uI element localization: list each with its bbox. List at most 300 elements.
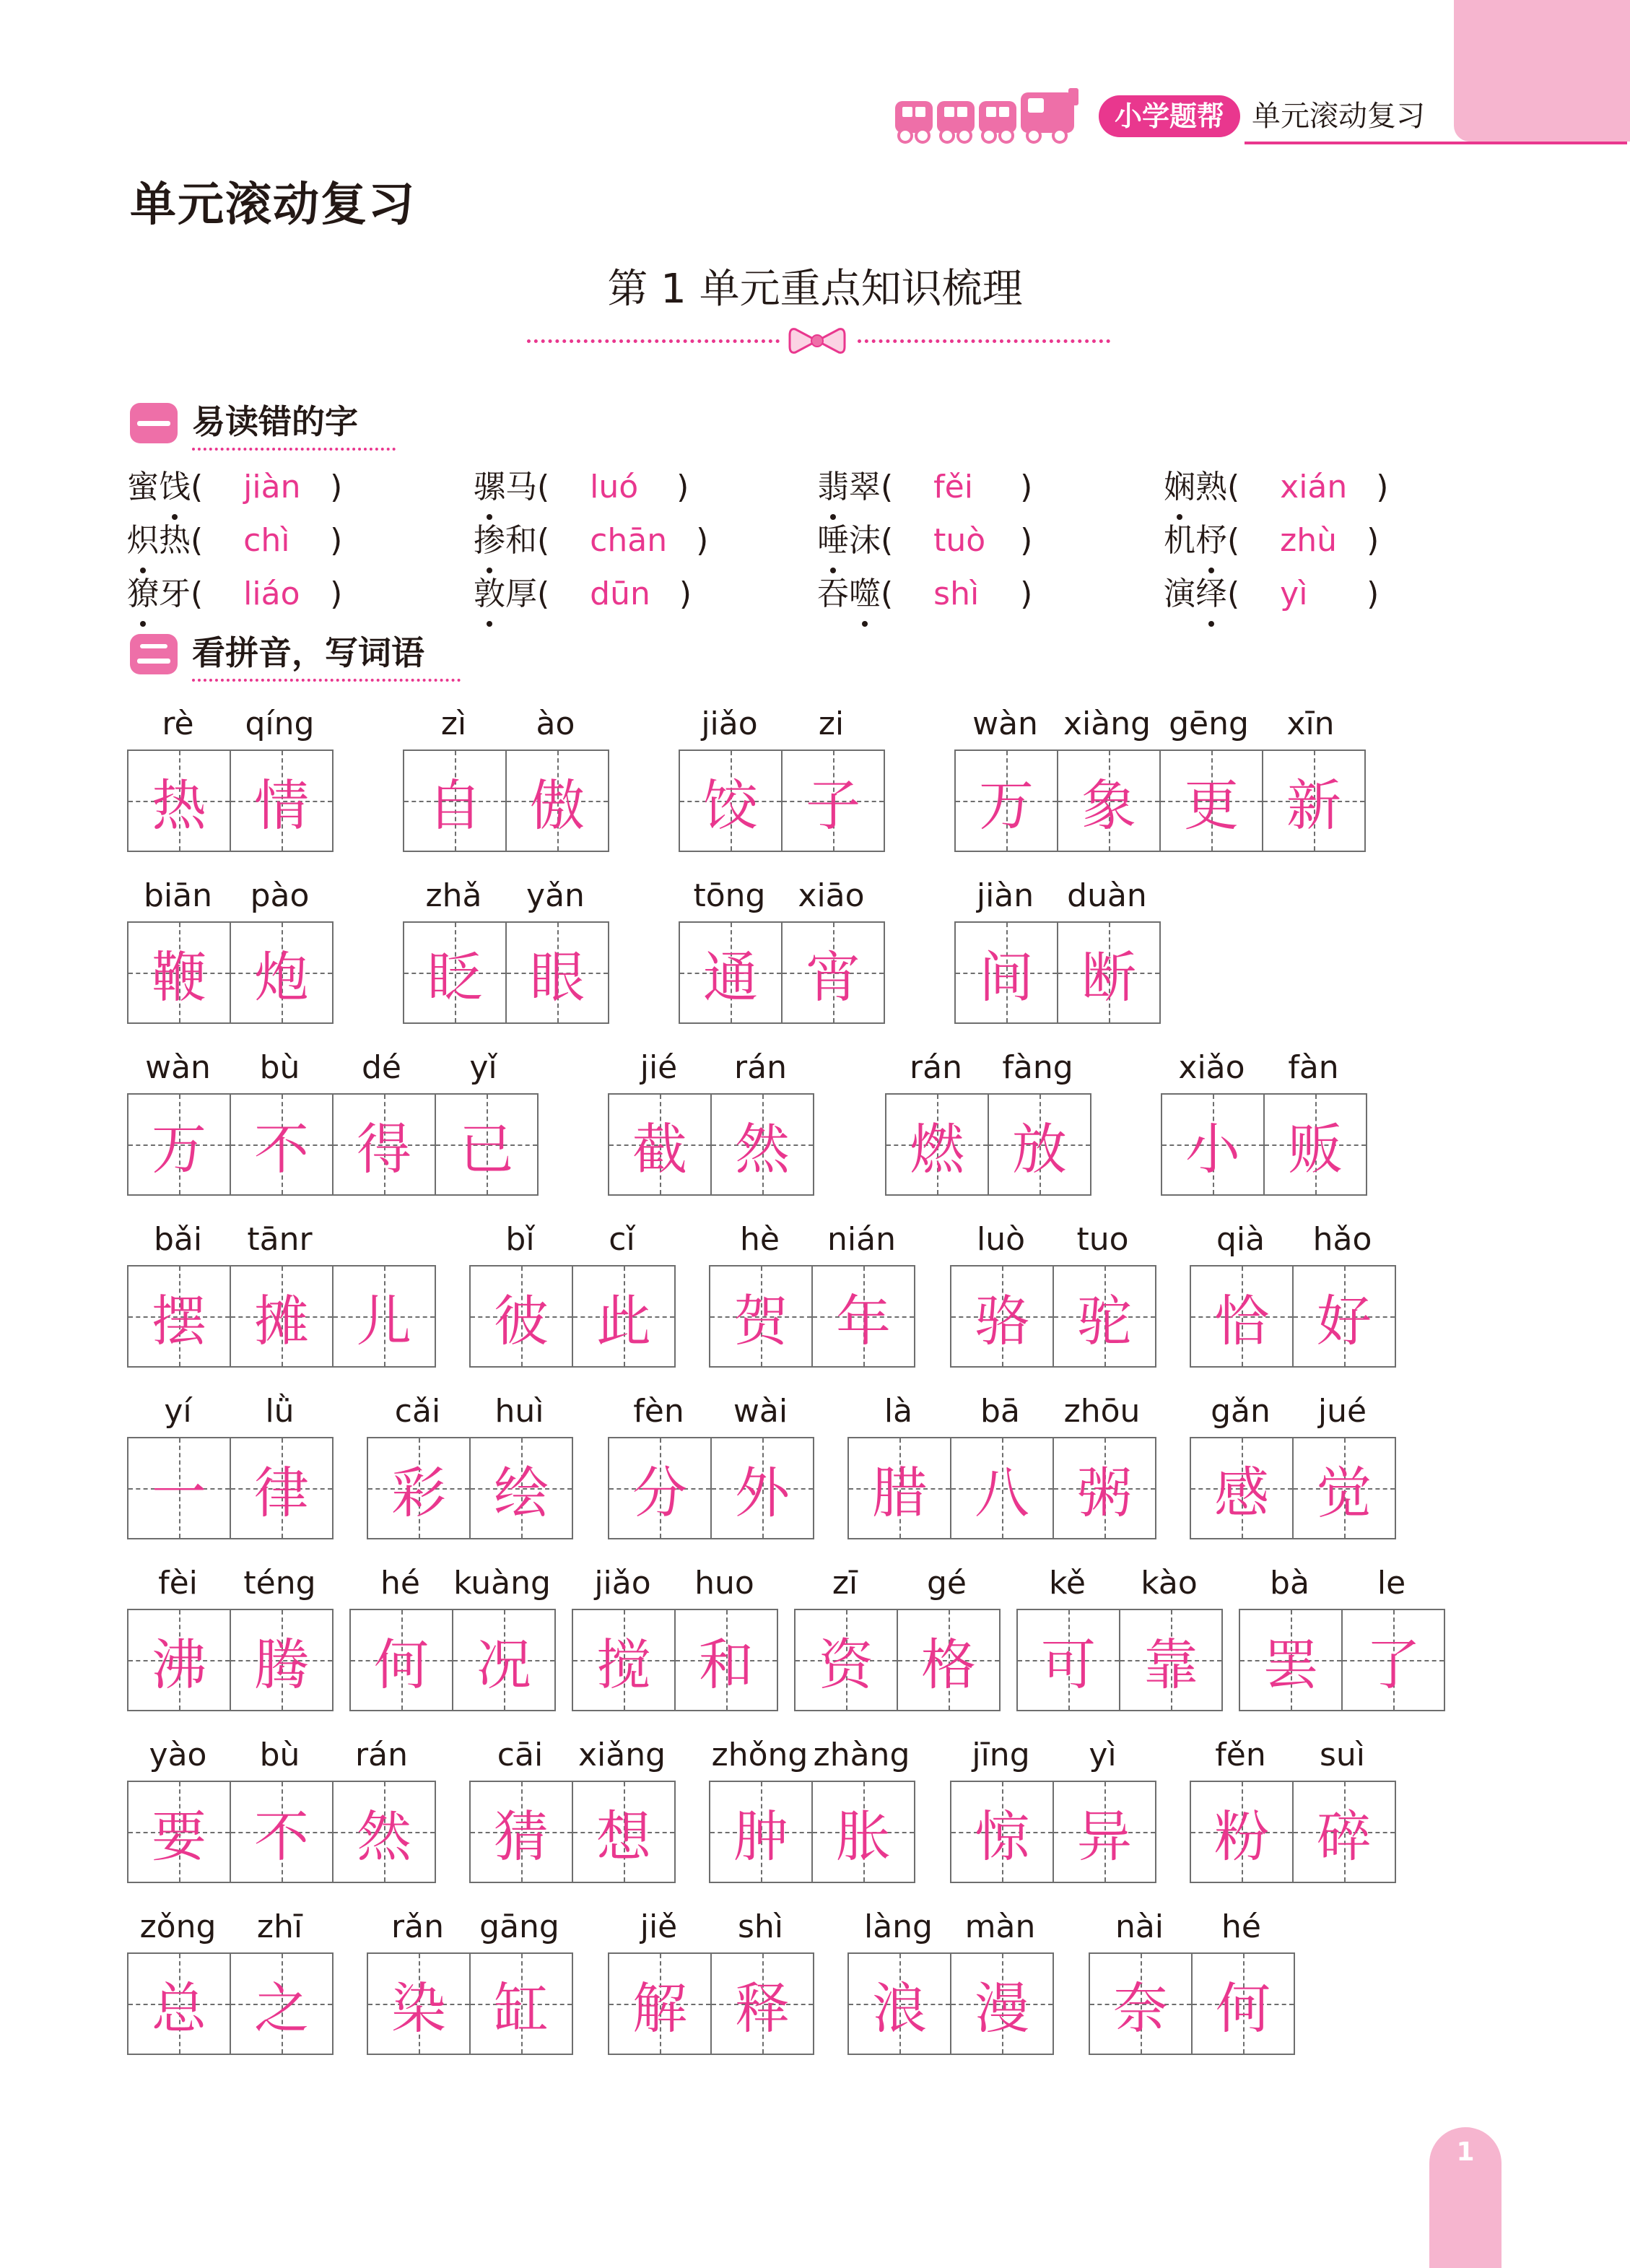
writing-box [950, 1438, 1052, 1538]
word-group [1190, 1386, 1396, 1539]
tian-zi-grid [127, 1609, 334, 1711]
pinyin: xiāo [798, 877, 865, 914]
writing-box [471, 1266, 572, 1366]
writing-box [230, 1266, 332, 1366]
answer-character: 资 [819, 1632, 873, 1697]
pinyin-row [127, 1730, 436, 1781]
writing-box [781, 923, 884, 1022]
word-group [885, 1043, 1091, 1196]
answer-character: 一 [152, 1460, 206, 1525]
answer-character: 眨 [427, 944, 482, 1009]
writing-box [404, 751, 505, 851]
pinyin: huo [694, 1565, 754, 1602]
pinyin: wàn [145, 1049, 211, 1086]
pinyin: rán [734, 1049, 787, 1086]
writing-box [1159, 751, 1262, 851]
pinyin-row [847, 1386, 1156, 1437]
answer-character: 猜 [494, 1804, 549, 1869]
vocab-item: 敦厚( dūn ) [474, 568, 692, 621]
vocab-word: 敦厚 [474, 575, 537, 612]
tian-zi-grid [608, 1952, 814, 2055]
tian-zi-grid [885, 1093, 1091, 1196]
writing-box [710, 1095, 813, 1194]
answer-character: 况 [476, 1632, 531, 1697]
word-group [469, 1730, 676, 1883]
word-group [1190, 1730, 1396, 1883]
answer-character: 释 [735, 1976, 790, 2041]
writing-box [886, 1095, 988, 1194]
vocab-word: 翡翠 [817, 469, 881, 505]
answer-character: 碎 [1317, 1804, 1372, 1869]
word-group [709, 1730, 915, 1883]
pinyin-row [847, 1902, 1054, 1952]
answer-character: 粉 [1214, 1804, 1269, 1869]
pinyin-row [367, 1386, 573, 1437]
answer-character: 傲 [530, 773, 585, 838]
writing-box [1341, 1610, 1444, 1710]
writing-box [950, 1954, 1052, 2054]
pinyin: xīn [1286, 705, 1335, 742]
vocab-answer: shì [933, 575, 980, 612]
header-label: 单元滚动复习 [1252, 100, 1425, 133]
word-group [1089, 1902, 1295, 2055]
writing-box [332, 1782, 435, 1882]
tian-zi-grid [679, 921, 885, 1024]
word-row [0, 871, 1630, 1043]
pinyin: zī [832, 1565, 858, 1602]
pinyin-row [950, 1215, 1156, 1265]
answer-character: 腾 [254, 1632, 309, 1697]
tian-zi-grid [608, 1093, 814, 1196]
pinyin: zì [440, 705, 467, 742]
writing-box [988, 1095, 1090, 1194]
pinyin: zhōu [1063, 1393, 1141, 1430]
pinyin-row [349, 1558, 556, 1609]
word-group [679, 699, 885, 852]
answer-character: 饺 [703, 773, 758, 838]
answer-character: 不 [254, 1804, 309, 1869]
tian-zi-grid [950, 1781, 1156, 1883]
writing-box [404, 923, 505, 1022]
pinyin: jiǎo [594, 1565, 651, 1602]
answer-character: 外 [735, 1460, 790, 1525]
vocab-answer: dūn [590, 575, 650, 612]
answer-character: 惊 [975, 1804, 1029, 1869]
writing-box [781, 751, 884, 851]
word-group [1239, 1558, 1445, 1711]
word-group [349, 1558, 556, 1711]
answer-character: 更 [1184, 773, 1239, 838]
section-1-underline [192, 448, 396, 451]
pinyin: fàn [1288, 1049, 1339, 1086]
corner-tab [1454, 0, 1630, 142]
vocab-item: 吞噬( shì ) [817, 568, 1032, 621]
answer-character: 何 [374, 1632, 429, 1697]
writing-box [1292, 1266, 1395, 1366]
writing-box [1240, 1610, 1341, 1710]
pinyin: rǎn [391, 1908, 444, 1945]
vocab-answer: fěi [933, 469, 973, 505]
pinyin: qíng [245, 705, 315, 742]
tian-zi-grid [127, 750, 334, 852]
writing-box [469, 1438, 572, 1538]
answer-character: 热 [152, 773, 206, 838]
writing-box [956, 751, 1057, 851]
vocab-answer: zhù [1280, 522, 1338, 559]
pinyin: gēng [1169, 705, 1249, 742]
pinyin-row [127, 1215, 436, 1265]
writing-box [230, 1095, 332, 1194]
vocab-word: 掺和 [474, 522, 537, 559]
pinyin: bǎi [153, 1221, 203, 1258]
answer-character: 和 [699, 1632, 754, 1697]
bow-icon [788, 325, 846, 357]
page-header [895, 79, 1473, 144]
pinyin: shì [737, 1908, 784, 1945]
answer-character: 可 [1041, 1632, 1096, 1697]
pinyin: gé [927, 1565, 967, 1602]
word-row [0, 1215, 1630, 1386]
vocab-word: 獠牙 [127, 575, 191, 612]
writing-box [230, 1954, 332, 2054]
pinyin-row [403, 871, 609, 921]
header-badge: 小学题帮 [1099, 95, 1240, 137]
vocab-word: 蜜饯 [127, 469, 191, 505]
writing-box [351, 1610, 452, 1710]
word-group [847, 1386, 1156, 1539]
vocab-word: 唾沫 [817, 522, 881, 559]
answer-character: 浪 [872, 1976, 927, 2041]
answer-character: 何 [1216, 1976, 1271, 2041]
answer-character: 了 [1366, 1632, 1421, 1697]
answer-character: 宵 [806, 944, 860, 1009]
answer-character: 小 [1185, 1116, 1240, 1181]
writing-box [1263, 1095, 1366, 1194]
vocab-row [127, 461, 1499, 514]
pinyin: dé [362, 1049, 401, 1086]
vocab-answer: yì [1280, 575, 1308, 612]
section-2-title: 看拼音，写词语 [192, 633, 424, 672]
tian-zi-grid [127, 1265, 436, 1368]
pinyin-row [709, 1730, 915, 1781]
tian-zi-grid [367, 1952, 573, 2055]
pinyin-row [1161, 1043, 1367, 1093]
writing-box [1090, 1954, 1191, 2054]
writing-box [951, 1266, 1052, 1366]
pinyin: nián [827, 1221, 896, 1258]
pinyin: zǒng [139, 1908, 217, 1945]
pinyin: bù [259, 1049, 300, 1086]
pinyin-row [127, 699, 334, 750]
word-group [1161, 1043, 1367, 1196]
writing-box [368, 1438, 469, 1538]
pinyin-row [469, 1215, 676, 1265]
pinyin-row [608, 1043, 814, 1093]
pinyin: yí [164, 1393, 192, 1430]
word-group [127, 1043, 539, 1196]
writing-box [1262, 751, 1364, 851]
answer-character: 自 [427, 773, 482, 838]
answer-character: 子 [806, 773, 860, 838]
word-group [127, 1902, 334, 2055]
answer-character: 象 [1081, 773, 1136, 838]
word-group [127, 699, 334, 852]
writing-box [128, 1610, 230, 1710]
vocab-word: 吞噬 [817, 575, 881, 612]
tian-zi-grid [954, 921, 1161, 1024]
pinyin-row [885, 1043, 1091, 1093]
pinyin: làng [863, 1908, 933, 1945]
tian-zi-grid [608, 1437, 814, 1539]
word-row [0, 1730, 1630, 1902]
answer-character: 染 [391, 1976, 446, 2041]
answer-character: 缸 [494, 1976, 549, 2041]
word-group [847, 1902, 1054, 2055]
writing-box [1191, 1782, 1292, 1882]
pinyin: kuàng [453, 1565, 551, 1602]
answer-character: 搅 [596, 1632, 651, 1697]
pinyin-row [127, 1902, 334, 1952]
answer-character: 燃 [910, 1116, 964, 1181]
pinyin-row [1190, 1215, 1396, 1265]
word-group [954, 699, 1366, 852]
writing-box [1191, 1954, 1294, 2054]
page-number: 1 [1456, 2137, 1475, 2167]
word-row [0, 1558, 1630, 1730]
vocab-answer: xián [1280, 469, 1348, 505]
answer-character: 年 [836, 1288, 891, 1353]
pinyin: zhī [256, 1908, 303, 1945]
vocab-word: 炽热 [127, 522, 191, 559]
answer-character: 之 [254, 1976, 309, 2041]
word-group [1016, 1558, 1223, 1711]
writing-box [452, 1610, 554, 1710]
pinyin-row [709, 1215, 915, 1265]
writing-box [710, 1954, 813, 2054]
writing-box [505, 923, 608, 1022]
writing-box [368, 1954, 469, 2054]
word-group [572, 1558, 778, 1711]
word-group [709, 1215, 915, 1368]
vocab-item: 娴熟( xián ) [1164, 461, 1388, 514]
answer-character: 奈 [1113, 1976, 1168, 2041]
pinyin: hè [740, 1221, 780, 1258]
answer-character: 漫 [975, 1976, 1029, 2041]
tian-zi-grid [469, 1781, 676, 1883]
tian-zi-grid [403, 921, 609, 1024]
pinyin-row [954, 699, 1366, 750]
pinyin: luò [976, 1221, 1026, 1258]
word-group [127, 1558, 334, 1711]
pinyin: xiǎng [578, 1737, 666, 1773]
writing-box [1018, 1610, 1119, 1710]
answer-character: 万 [979, 773, 1034, 838]
answer-character: 觉 [1317, 1460, 1372, 1525]
pinyin-row [794, 1558, 1001, 1609]
tian-zi-grid [572, 1609, 778, 1711]
writing-box [573, 1610, 674, 1710]
answer-character: 截 [632, 1116, 687, 1181]
writing-box [230, 1782, 332, 1882]
tian-zi-grid [127, 921, 334, 1024]
pinyin-row [127, 871, 334, 921]
vocab-item: 骡马( luó ) [474, 461, 689, 514]
writing-box [128, 1438, 230, 1538]
vocab-answer: liáo [243, 575, 300, 612]
writing-box [471, 1782, 572, 1882]
pinyin-row [127, 1043, 539, 1093]
section-2-number-icon [130, 634, 178, 674]
answer-character: 间 [979, 944, 1034, 1009]
pinyin: zhàng [813, 1737, 910, 1773]
writing-box [811, 1266, 914, 1366]
pinyin: wài [733, 1393, 788, 1430]
answer-character: 感 [1214, 1460, 1269, 1525]
answer-character: 摊 [254, 1288, 309, 1353]
pinyin: gǎn [1211, 1393, 1271, 1430]
pinyin: rè [162, 705, 194, 742]
vocab-row [127, 514, 1499, 568]
writing-box [897, 1610, 999, 1710]
answer-character: 儿 [357, 1288, 411, 1353]
pinyin: yào [149, 1737, 207, 1773]
pinyin-row [950, 1730, 1156, 1781]
writing-box [1057, 923, 1159, 1022]
writing-box [128, 923, 230, 1022]
word-group [403, 871, 609, 1024]
vocab-answer: jiàn [243, 469, 301, 505]
pinyin-row [469, 1730, 676, 1781]
answer-character: 粥 [1077, 1460, 1132, 1525]
word-group [608, 1043, 814, 1196]
writing-box [1191, 1438, 1292, 1538]
train-icon [895, 88, 1083, 146]
pinyin: yǎn [526, 877, 585, 914]
tian-zi-grid [1016, 1609, 1223, 1711]
answer-character: 彼 [494, 1288, 549, 1353]
pinyin: rán [910, 1049, 962, 1086]
vocab-item: 獠牙( liáo ) [127, 568, 342, 621]
writing-box [849, 1438, 950, 1538]
writing-box [811, 1782, 914, 1882]
writing-box [128, 751, 230, 851]
easy-mistake-vocab-list [127, 461, 1499, 621]
tian-zi-grid [847, 1437, 1156, 1539]
writing-box [609, 1095, 710, 1194]
pinyin-row [1190, 1730, 1396, 1781]
section-1-number-icon [130, 403, 178, 443]
answer-character: 鞭 [152, 944, 206, 1009]
header-divider [1245, 142, 1627, 144]
tian-zi-grid [679, 750, 885, 852]
pinyin: bǐ [505, 1221, 535, 1258]
pinyin: yǐ [469, 1049, 497, 1086]
writing-box [332, 1095, 435, 1194]
vocab-word: 机杼 [1164, 522, 1227, 559]
vocab-item: 唾沫( tuò ) [817, 514, 1032, 568]
answer-character: 炮 [254, 944, 309, 1009]
pinyin: lǜ [265, 1393, 295, 1430]
word-group [127, 1215, 436, 1368]
tian-zi-grid [349, 1609, 556, 1711]
pinyin: jiàn [976, 877, 1034, 914]
pinyin-row [572, 1558, 778, 1609]
page-title: 单元滚动复习 [130, 178, 416, 232]
writing-box [230, 923, 332, 1022]
answer-character: 眼 [530, 944, 585, 1009]
pinyin-row [954, 871, 1161, 921]
answer-character: 得 [357, 1116, 411, 1181]
writing-box [1292, 1782, 1395, 1882]
writing-box [1292, 1438, 1395, 1538]
writing-box [1052, 1782, 1155, 1882]
pinyin: jié [640, 1049, 678, 1086]
answer-character: 想 [596, 1804, 651, 1869]
tian-zi-grid [1190, 1781, 1396, 1883]
tian-zi-grid [709, 1781, 915, 1883]
answer-character: 沸 [152, 1632, 206, 1697]
tian-zi-grid [127, 1781, 436, 1883]
answer-character: 总 [152, 1976, 206, 2041]
pinyin: qià [1216, 1221, 1265, 1258]
writing-box [230, 1610, 332, 1710]
word-group [127, 1386, 334, 1539]
word-group [367, 1386, 573, 1539]
tian-zi-grid [794, 1609, 1001, 1711]
vocab-item: 掺和( chān ) [474, 514, 708, 568]
section-2-underline [192, 679, 461, 682]
pinyin: hǎo [1312, 1221, 1372, 1258]
pinyin: huì [494, 1393, 544, 1430]
pinyin-row [367, 1902, 573, 1952]
pinyin: fèi [158, 1565, 198, 1602]
word-group [794, 1558, 1001, 1711]
tian-zi-grid [127, 1952, 334, 2055]
answer-character: 断 [1081, 944, 1136, 1009]
answer-character: 恰 [1214, 1288, 1269, 1353]
answer-character: 靠 [1143, 1632, 1198, 1697]
answer-character: 腊 [872, 1460, 927, 1525]
answer-character: 胀 [836, 1804, 891, 1869]
answer-character: 通 [703, 944, 758, 1009]
pinyin-row [608, 1902, 814, 1952]
pinyin: duàn [1067, 877, 1147, 914]
answer-character: 已 [459, 1116, 514, 1181]
pinyin: gāng [479, 1908, 559, 1945]
word-row [0, 1386, 1630, 1558]
writing-box [796, 1610, 897, 1710]
vocab-answer: luó [590, 469, 639, 505]
writing-box [1191, 1266, 1292, 1366]
writing-box [710, 1782, 811, 1882]
pinyin: bù [259, 1737, 300, 1773]
writing-box [230, 1438, 332, 1538]
word-row [0, 1902, 1630, 2074]
word-row [0, 1043, 1630, 1215]
writing-box [1052, 1438, 1155, 1538]
page-number-tab [1429, 2127, 1502, 2268]
writing-box [128, 1266, 230, 1366]
word-group [469, 1215, 676, 1368]
writing-box [505, 751, 608, 851]
answer-character: 肿 [733, 1804, 788, 1869]
pinyin-row [1089, 1902, 1295, 1952]
pinyin: wàn [972, 705, 1038, 742]
pinyin: hé [1221, 1908, 1261, 1945]
word-group [403, 699, 609, 852]
pinyin: le [1377, 1565, 1406, 1602]
vocab-word: 演绎 [1164, 575, 1227, 612]
